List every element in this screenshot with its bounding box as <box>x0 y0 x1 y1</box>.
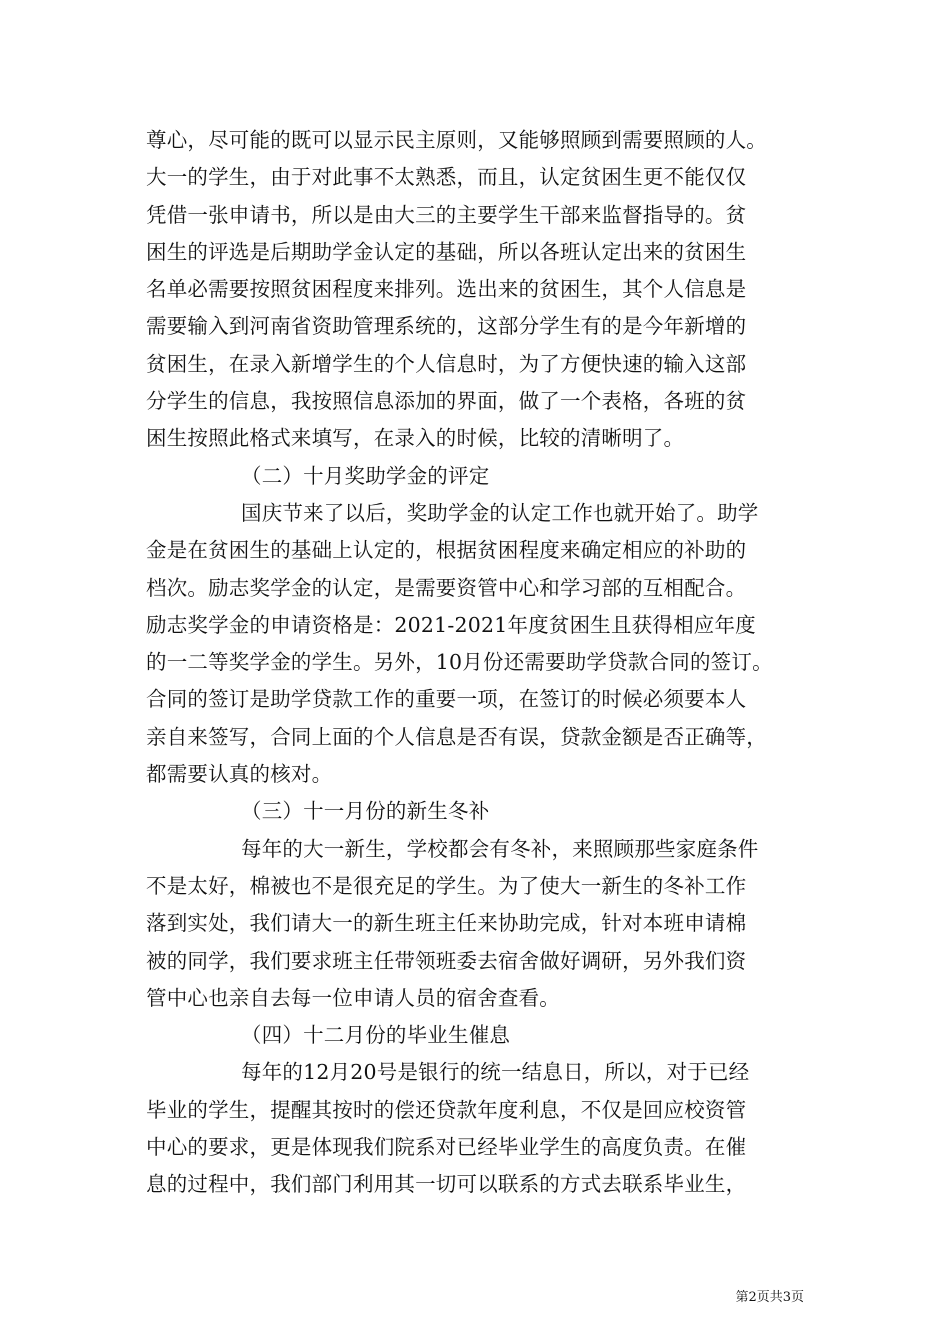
paragraph-line: 息的过程中，我们部门利用其一切可以联系的方式去联系毕业生， <box>146 1172 747 1197</box>
paragraph-line: 困生按照此格式来填写，在录入的时候，比较的清晰明了。 <box>146 426 685 451</box>
section-heading: （四）十二月份的毕业生催息 <box>241 1023 511 1048</box>
paragraph-line: 金是在贫困生的基础上认定的，根据贫困程度来确定相应的补助的 <box>146 538 747 563</box>
paragraph-line: 被的同学，我们要求班主任带领班委去宿舍做好调研，另外我们资 <box>146 948 747 973</box>
section-heading: （三）十一月份的新生冬补 <box>241 799 490 824</box>
page-number-footer: 第2页共3页 <box>735 1290 804 1305</box>
paragraph-line: 贫困生，在录入新增学生的个人信息时，为了方便快速的输入这部 <box>146 351 747 376</box>
paragraph-line: 需要输入到河南省资助管理系统的，这部分学生有的是今年新增的 <box>146 314 747 339</box>
paragraph-line: 管中心也亲自去每一位申请人员的宿舍查看。 <box>146 985 560 1010</box>
paragraph-line: 毕业的学生，提醒其按时的偿还贷款年度利息，不仅是回应校资管 <box>146 1097 747 1122</box>
paragraph-line: 合同的签订是助学贷款工作的重要一项，在签订的时候必须要本人 <box>146 687 747 712</box>
paragraph-line: 亲自来签写，合同上面的个人信息是否有误，贷款金额是否正确等， <box>146 724 767 749</box>
paragraph-line: 都需要认真的核对。 <box>146 762 333 787</box>
paragraph-line: 每年的大一新生，学校都会有冬补，来照顾那些家庭条件 <box>241 836 759 861</box>
paragraph-line: 凭借一张申请书，所以是由大三的主要学生干部来监督指导的。贫 <box>146 202 747 227</box>
paragraph-line: 分学生的信息，我按照信息添加的界面，做了一个表格，各班的贫 <box>146 389 747 414</box>
paragraph-line: 名单必需要按照贫困程度来排列。选出来的贫困生，其个人信息是 <box>146 277 747 302</box>
paragraph-line: 励志奖学金的申请资格是：2021-2021年度贫困生且获得相应年度 <box>146 612 756 637</box>
paragraph-line: 档次。励志奖学金的认定，是需要资管中心和学习部的互相配合。 <box>146 575 747 600</box>
paragraph-line: 不是太好，棉被也不是很充足的学生。为了使大一新生的冬补工作 <box>146 873 747 898</box>
paragraph-line: 落到实处，我们请大一的新生班主任来协助完成，针对本班申请棉 <box>146 911 747 936</box>
section-heading: （二）十月奖助学金的评定 <box>241 463 490 488</box>
document-body <box>146 122 806 1204</box>
paragraph-line: 大一的学生，由于对此事不太熟悉，而且，认定贫困生更不能仅仅 <box>146 165 747 190</box>
paragraph-line: 中心的要求，更是体现我们院系对已经毕业学生的高度负责。在催 <box>146 1135 747 1160</box>
paragraph-line: 每年的12月20号是银行的统一结息日，所以，对于已经 <box>241 1060 750 1085</box>
paragraph-line: 尊心，尽可能的既可以显示民主原则，又能够照顾到需要照顾的人。 <box>146 128 767 152</box>
paragraph-line: 的一二等奖学金的学生。另外，10月份还需要助学贷款合同的签订。 <box>146 650 773 675</box>
paragraph-line: 国庆节来了以后，奖助学金的认定工作也就开始了。助学 <box>241 500 759 525</box>
paragraph-line: 困生的评选是后期助学金认定的基础，所以各班认定出来的贫困生 <box>146 239 747 264</box>
